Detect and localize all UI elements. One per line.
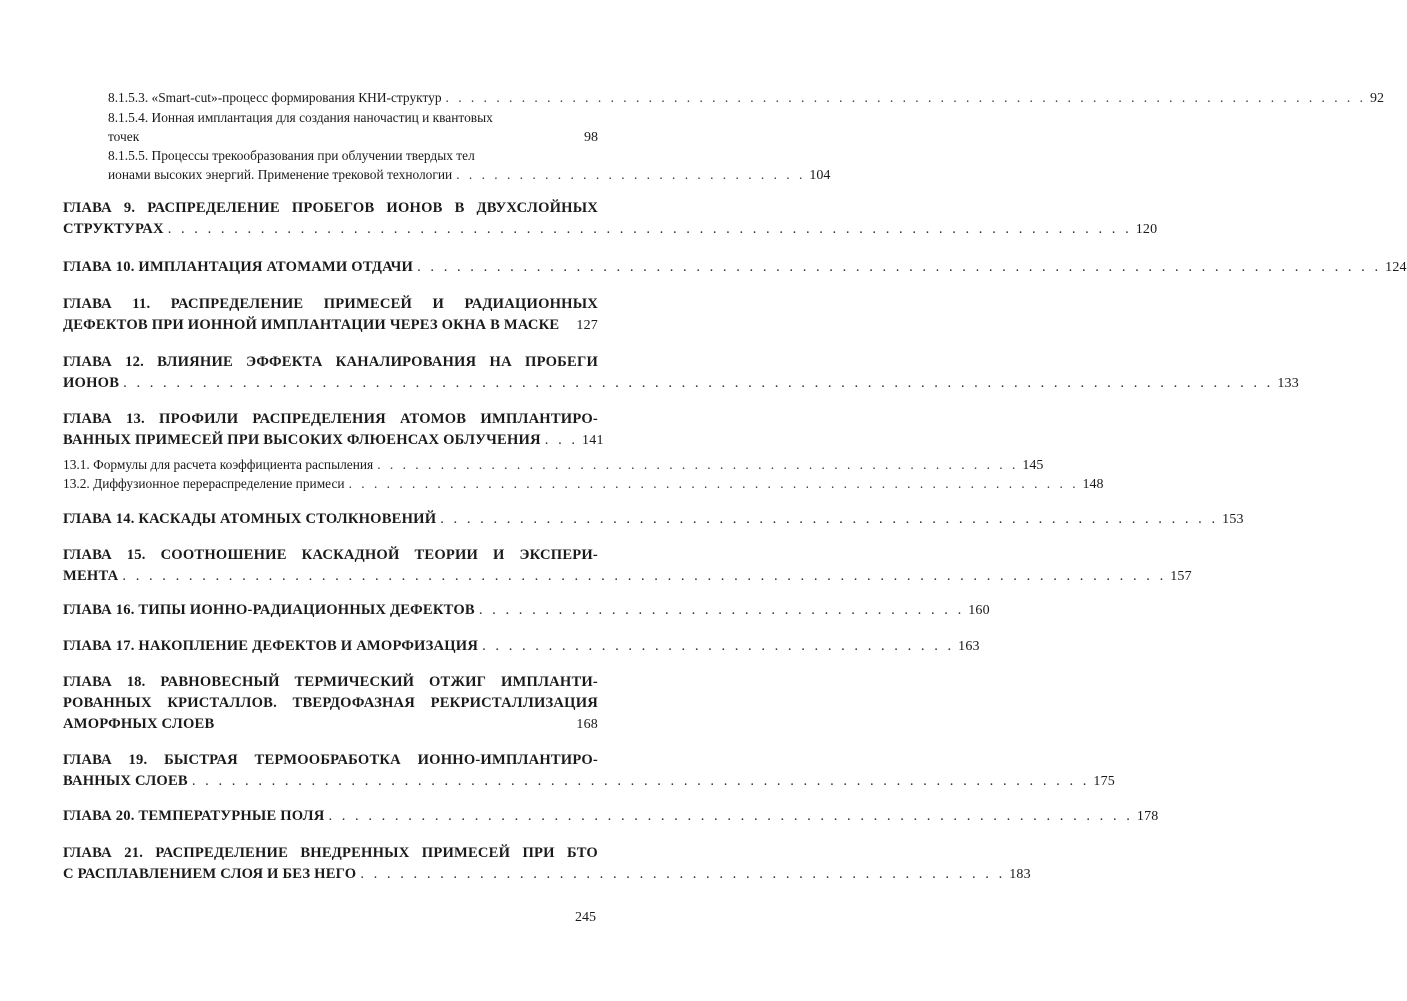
toc-page-number: 148 [1082,477,1104,492]
toc-entry-title: 13.2. Диффузионное перераспределение примеси [63,476,345,491]
toc-entry-last-line [63,257,1407,278]
dot-leader: . . . . . . . . . . . . . . . . . . . . . . . . . . . . . . . . . . . . . . . . . . . . . . . . . . . . . . . . . . . . . . . . . . . . . . . . . . . . . . . . . . . . . . . [123,375,1274,391]
toc-entry-last-line [108,127,598,146]
toc-chapter-21[interactable] [63,843,1031,885]
toc-entry-title: С РАСПЛАВЛЕНИЕМ СЛОЯ И БЕЗ НЕГО [63,866,357,882]
toc-entry-last-line [63,509,1244,530]
toc-entry-last-line [108,165,831,184]
toc-entry-last-line [63,373,1299,394]
page-number: 245 [575,910,596,925]
dot-leader [218,714,572,735]
toc-page-number: 133 [1277,376,1299,391]
toc-page-number: 145 [1022,458,1044,473]
toc-entry-line: 8.1.5.4. Ионная имплантация для создания наночастиц и квантовых [108,110,493,125]
toc-entry-title: МЕНТА [63,568,119,584]
dot-leader: . . . [544,432,579,448]
toc-entry-title: ИОНОВ [63,375,120,391]
dot-leader: . . . . . . . . . . . . . . . . . . . . . . . . . . . . . . . . . . . . . . . . . . . . . . . . . . . . . . . . . . . . . . . . . . . . [191,773,1090,789]
dot-leader: . . . . . . . . . . . . . . . . . . . . . . . . . . . . . . . . . . . . . . . . . . . . . . . . . . . . . . . . . . . . . . . . . . . . . . . . . [445,90,1366,105]
toc-entry-last-line [63,219,1158,240]
toc-page-number: 120 [1135,222,1158,237]
toc-entry-title: 8.1.5.3. «Smart-cut»-процесс формирования КНИ-структур [108,90,442,105]
dot-leader: . . . . . . . . . . . . . . . . . . . . . . . . . . . . . . . . . . . . . [478,602,965,618]
toc-entry-title: ионами высоких энергий. Применение трековой технологии [108,167,453,182]
toc-entry-line: ГЛАВА 18. РАВНОВЕСНЫЙ ТЕРМИЧЕСКИЙ ОТЖИГ ИМПЛАНТИ- [63,674,598,690]
toc-chapter-10[interactable] [63,257,1407,278]
toc-chapter-14[interactable] [63,509,1244,530]
toc-entry-last-line [63,474,1104,493]
toc-entry-last-line [108,88,1384,107]
toc-page-number: 141 [582,433,604,448]
toc-entry-title: 13.1. Формулы для расчета коэффициента распыления [63,457,374,472]
toc-page-number: 124 [1385,260,1407,275]
toc-page-number: 163 [958,639,980,654]
toc-entry-line: ГЛАВА 19. БЫСТРАЯ ТЕРМООБРАБОТКА ИОННО-ИМПЛАНТИРО- [63,752,598,768]
toc-page-number: 160 [968,603,990,618]
dot-leader: . . . . . . . . . . . . . . . . . . . . . . . . . . . . . . . . . . . . . . . . . . . . . . . . . . . . . . . . . . . . . [328,808,1133,824]
toc-entry-last-line [63,566,1192,587]
toc-chapter-13[interactable] [63,409,604,451]
dot-leader: . . . . . . . . . . . . . . . . . . . . . . . . . . . . . . . . . . . . . . . . . . . . . . . . . . . . . . . . . . . [440,511,1219,527]
toc-entry-line: 8.1.5.5. Процессы трекообразования при облучении твердых тел [108,148,475,163]
toc-page-number: 175 [1093,774,1115,789]
dot-leader: . . . . . . . . . . . . . . . . . . . . . . . . . . . . . . . . . . . . . . . . . . . . . . . . . . . . . . . . . . [348,476,1079,491]
toc-page-number: 183 [1009,867,1031,882]
toc-entry-last-line [63,430,604,451]
toc-section-13-1[interactable] [63,455,1044,474]
toc-entry-line: ГЛАВА 21. РАСПРЕДЕЛЕНИЕ ВНЕДРЕННЫХ ПРИМЕСЕЙ ПРИ БТО [63,845,598,861]
dot-leader: . . . . . . . . . . . . . . . . . . . . . . . . . . . . . . . . . . . . [482,638,955,654]
toc-chapter-20[interactable] [63,806,1159,827]
toc-entry-line: ГЛАВА 9. РАСПРЕДЕЛЕНИЕ ПРОБЕГОВ ИОНОВ В ДВУХСЛОЙНЫХ [63,200,598,216]
toc-entry-title: точек [108,129,140,144]
toc-page-number: 157 [1170,569,1192,584]
toc-chapter-17[interactable] [63,636,980,657]
toc-entry-last-line [63,864,1031,885]
toc-entry-title: ВАННЫХ СЛОЕВ [63,773,188,789]
toc-entry-line: ГЛАВА 11. РАСПРЕДЕЛЕНИЕ ПРИМЕСЕЙ И РАДИАЦИОННЫХ [63,296,598,312]
toc-section-13-2[interactable] [63,474,1104,493]
toc-page-number: 168 [576,717,598,732]
dot-leader: . . . . . . . . . . . . . . . . . . . . . . . . . . . . . . . . . . . . . . . . . . . . . . . . . [360,866,1006,882]
toc-page-number: 104 [809,168,831,183]
dot-leader: . . . . . . . . . . . . . . . . . . . . . . . . . . . . [456,167,806,182]
toc-page-number: 98 [584,130,598,145]
toc-entry-title: ГЛАВА 14. КАСКАДЫ АТОМНЫХ СТОЛКНОВЕНИЙ [63,511,437,527]
toc-chapter-9[interactable] [63,198,1158,240]
toc-entry-8-1-5-4[interactable] [108,108,598,146]
toc-entry-line: ГЛАВА 15. СООТНОШЕНИЕ КАСКАДНОЙ ТЕОРИИ И ЭКСПЕРИ- [63,547,598,563]
toc-entry-title: ГЛАВА 17. НАКОПЛЕНИЕ ДЕФЕКТОВ И АМОРФИЗАЦИЯ [63,638,479,654]
toc-page-number: 127 [576,318,598,333]
toc-entry-8-1-5-5[interactable] [108,146,831,184]
toc-entry-line: РОВАННЫХ КРИСТАЛЛОВ. ТВЕРДОФАЗНАЯ РЕКРИСТАЛЛИЗАЦИЯ [63,695,598,711]
toc-entry-title: ГЛАВА 20. ТЕМПЕРАТУРНЫЕ ПОЛЯ [63,808,325,824]
toc-entry-8-1-5-3[interactable] [108,88,1384,107]
toc-chapter-16[interactable] [63,600,990,621]
toc-entry-title: ВАННЫХ ПРИМЕСЕЙ ПРИ ВЫСОКИХ ФЛЮЕНСАХ ОБЛУЧЕНИЯ [63,432,541,448]
toc-chapter-19[interactable] [63,750,1115,792]
dot-leader: . . . . . . . . . . . . . . . . . . . . . . . . . . . . . . . . . . . . . . . . . . . . . . . . . . . . . . . . . . . . . . . . . . . . . . . . . [167,221,1132,237]
toc-page-number: 153 [1222,512,1244,527]
toc-entry-last-line [63,600,990,621]
toc-chapter-11[interactable] [63,294,598,336]
toc-chapter-12[interactable] [63,352,1299,394]
toc-entry-last-line [63,714,598,735]
toc-entry-line: ГЛАВА 12. ВЛИЯНИЕ ЭФФЕКТА КАНАЛИРОВАНИЯ НА ПРОБЕГИ [63,354,598,370]
dot-leader: . . . . . . . . . . . . . . . . . . . . . . . . . . . . . . . . . . . . . . . . . . . . . . . . . . . . . . . . . . . . . . . . . . . . . . . . . [417,259,1382,275]
toc-page-number: 92 [1369,91,1384,106]
toc-entry-title: АМОРФНЫХ СЛОЕВ [63,716,215,732]
toc-entry-last-line [63,771,1115,792]
dot-leader: . . . . . . . . . . . . . . . . . . . . . . . . . . . . . . . . . . . . . . . . . . . . . . . . . . . [377,457,1019,472]
toc-entry-last-line [63,315,598,336]
toc-entry-title: ДЕФЕКТОВ ПРИ ИОННОЙ ИМПЛАНТАЦИИ ЧЕРЕЗ ОКНА В МАСКЕ [63,317,560,333]
toc-entry-last-line [63,806,1159,827]
toc-entry-title: СТРУКТУРАХ [63,221,164,237]
toc-page-number: 178 [1136,809,1159,824]
toc-chapter-15[interactable] [63,545,1192,587]
toc-entry-line: ГЛАВА 13. ПРОФИЛИ РАСПРЕДЕЛЕНИЯ АТОМОВ ИМПЛАНТИРО- [63,411,598,427]
toc-entry-last-line [63,455,1044,474]
toc-chapter-18[interactable] [63,672,598,735]
dot-leader: . . . . . . . . . . . . . . . . . . . . . . . . . . . . . . . . . . . . . . . . . . . . . . . . . . . . . . . . . . . . . . . . . . . . . . . . . . . . . . . [122,568,1167,584]
toc-entry-title: ГЛАВА 16. ТИПЫ ИОННО-РАДИАЦИОННЫХ ДЕФЕКТОВ [63,602,475,618]
toc-entry-last-line [63,636,980,657]
toc-entry-title: ГЛАВА 10. ИМПЛАНТАЦИЯ АТОМАМИ ОТДАЧИ [63,259,414,275]
